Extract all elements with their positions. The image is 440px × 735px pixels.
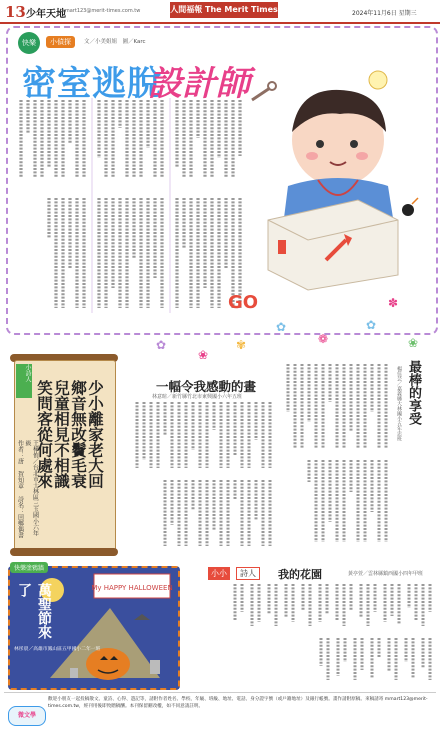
page-number: 13 [5,3,26,21]
flower-icon: ✿ [276,320,287,334]
boy-illustration [248,70,430,295]
go-label: GO [228,292,259,313]
flower-icon: ✿ [156,338,167,352]
body-text-lines [284,362,392,547]
poem-line: 兒童相見不相識 [52,380,71,489]
poem-line: 鄉音無改鬢毛衰 [69,380,88,489]
poem-line: 笑問客從何處來 [35,380,54,489]
article3-title: 最棒的享受 [406,360,421,425]
article-title-accent: 設計師 [148,64,250,104]
newspaper-logo: 人間福報 The Merit Times [170,2,278,18]
halloween-banner: My HAPPY HALLOWEEN [91,584,173,592]
flower-icon: ✽ [388,296,399,310]
column-tag: 快樂 [18,32,40,54]
body-text-lines [186,582,436,687]
poem2-tag-2: 詩人 [236,567,260,580]
article2-body [126,400,276,550]
poem-author-name: 王樺侑／台北市士林區三玉國小六年級 [24,440,39,536]
flower-icon: ✿ [366,318,377,332]
poem2-tag: 小小 [208,567,230,580]
flower-icon: ❀ [408,336,419,350]
poem2-title: 我的花園 [278,568,322,581]
doodle-wall-tag: 快樂塗鴉牆 [10,562,48,573]
poem2-body [186,582,436,687]
article-body [14,98,246,323]
flower-icon: ❁ [318,332,329,346]
halloween-byline: 林彤晨／高雄市鳳山區五甲國小二年一班 [14,647,101,652]
article2-byline: 林意暄／新竹縣竹北市東興國小六年五班 [152,394,243,400]
flower-icon: ✾ [236,338,247,352]
article-byline: 文／小美姐姐 圖／Karc [84,39,146,45]
body-text-lines [14,98,246,323]
column-name: 小偵探 [46,36,75,48]
submission-notice: 歡迎小朋友一起投稿散文、童詩、心得、遊記等，請附作者姓名、學校、年級、班級、地址、電話、身分證字號（或戶籍地址）及銀行帳號。畫作請附原稿。來稿請寄 mmart123@merit-times.com.tw，經刊用後即致贈稿酬。本刊保留刪改權，如不同意請註明。 [48,697,428,709]
poem-text [36,380,104,538]
article2-title: 一幅令我感動的畫 [156,379,257,394]
issue-date: 2024年11月6日 星期三 [352,10,417,17]
footer-logo: 微文學 [8,706,46,726]
article-title: 密室逃脫 [22,64,162,104]
poem2-byline: 黃亭萱／雲林縣鎮西國小四年甲班 [348,571,424,577]
poem-author [16,440,39,540]
article3-byline: 楊佳芸／嘉義縣大林國小五年忠班 [396,366,402,441]
section-name: 少年天地 [26,9,66,20]
article3-body [284,362,392,547]
poem-line: 少小離家老大回 [86,380,105,489]
scroll-bottom-rod [10,548,118,556]
halloween-title: 萬聖節來了 [16,583,52,639]
email-address: mmart123@merit-times.com.tw [60,8,141,14]
body-text-lines [126,400,276,550]
poem-source: 作者：唐 賀知章 詩名：回鄉偶書 [16,440,24,538]
poem-label: 小詩人 [16,364,32,398]
flower-icon: ❀ [198,348,209,362]
